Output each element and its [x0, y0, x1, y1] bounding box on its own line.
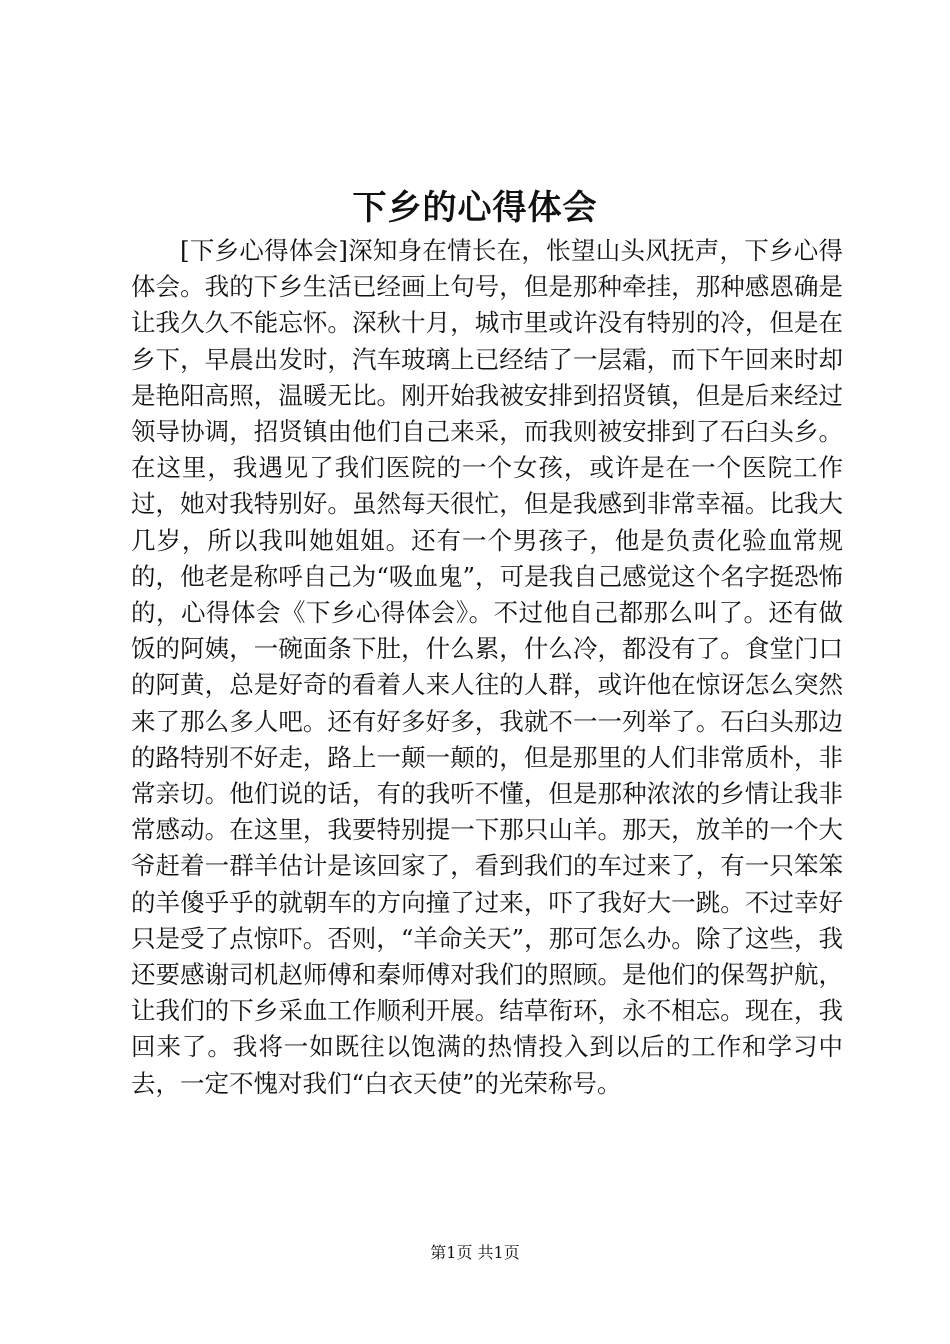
- document-title: 下乡的心得体会: [352, 188, 598, 228]
- page-footer: 第1页 共1页: [430, 1243, 520, 1262]
- document-body-paragraph: [下乡心得体会]深知身在情长在，怅望山头风抚声，下乡心得体会。我的下乡生活已经画上句号，但是那种牵挂，那种感恩确是让我久久不能忘怀。深秋十月，城市里或许没有特别的冷，但是在乡下，早晨出发时，汽车玻璃上已经结了一层霜，而下午回来时却是艳阳高照，温暖无比。刚开始我被安排到招贤镇，但是后来经过领导协调，招贤镇由他们自己来采，而我则被安排到了石臼头乡。在这里，我遇见了我们医院的一个女孩，或许是在一个医院工作过，她对我特别好。虽然每天很忙，但是我感到非常幸福。比我大几岁，所以我叫她姐姐。还有一个男孩子，他是负责化验血常规的，他老是称呼自己为“吸血鬼”，可是我自己感觉这个名字挺恐怖的，心得体会《下乡心得体会》。不过他自己都那么叫了。还有做饭的阿姨，一碗面条下肚，什么累，什么冷，都没有了。食堂门口的阿黄，总是好奇的看着人来人往的人群，或许他在惊讶怎么突然来了那么多人吧。还有好多好多，我就不一一列举了。石臼头那边的路特别不好走，路上一颠一颠的，但是那里的人们非常质朴，非常亲切。他们说的话，有的我听不懂，但是那种浓浓的乡情让我非常感动。在这里，我要特别提一下那只山羊。那天，放羊的一个大爷赶着一群羊估计是该回家了，看到我们的车过来了，有一只笨笨的羊傻乎乎的就朝车的方向撞了过来，吓了我好大一跳。不过幸好只是受了点惊吓。否则，“羊命关天”，那可怎么办。除了这些，我还要感谢司机赵师傅和秦师傅对我们的照顾。是他们的保驾护航，让我们的下乡采血工作顺利开展。结草衔环，永不相忘。现在，我回来了。我将一如既往以饱满的热情投入到以后的工作和学习中去，一定不愧对我们“白衣天使”的光荣称号。: [131, 236, 843, 1098]
